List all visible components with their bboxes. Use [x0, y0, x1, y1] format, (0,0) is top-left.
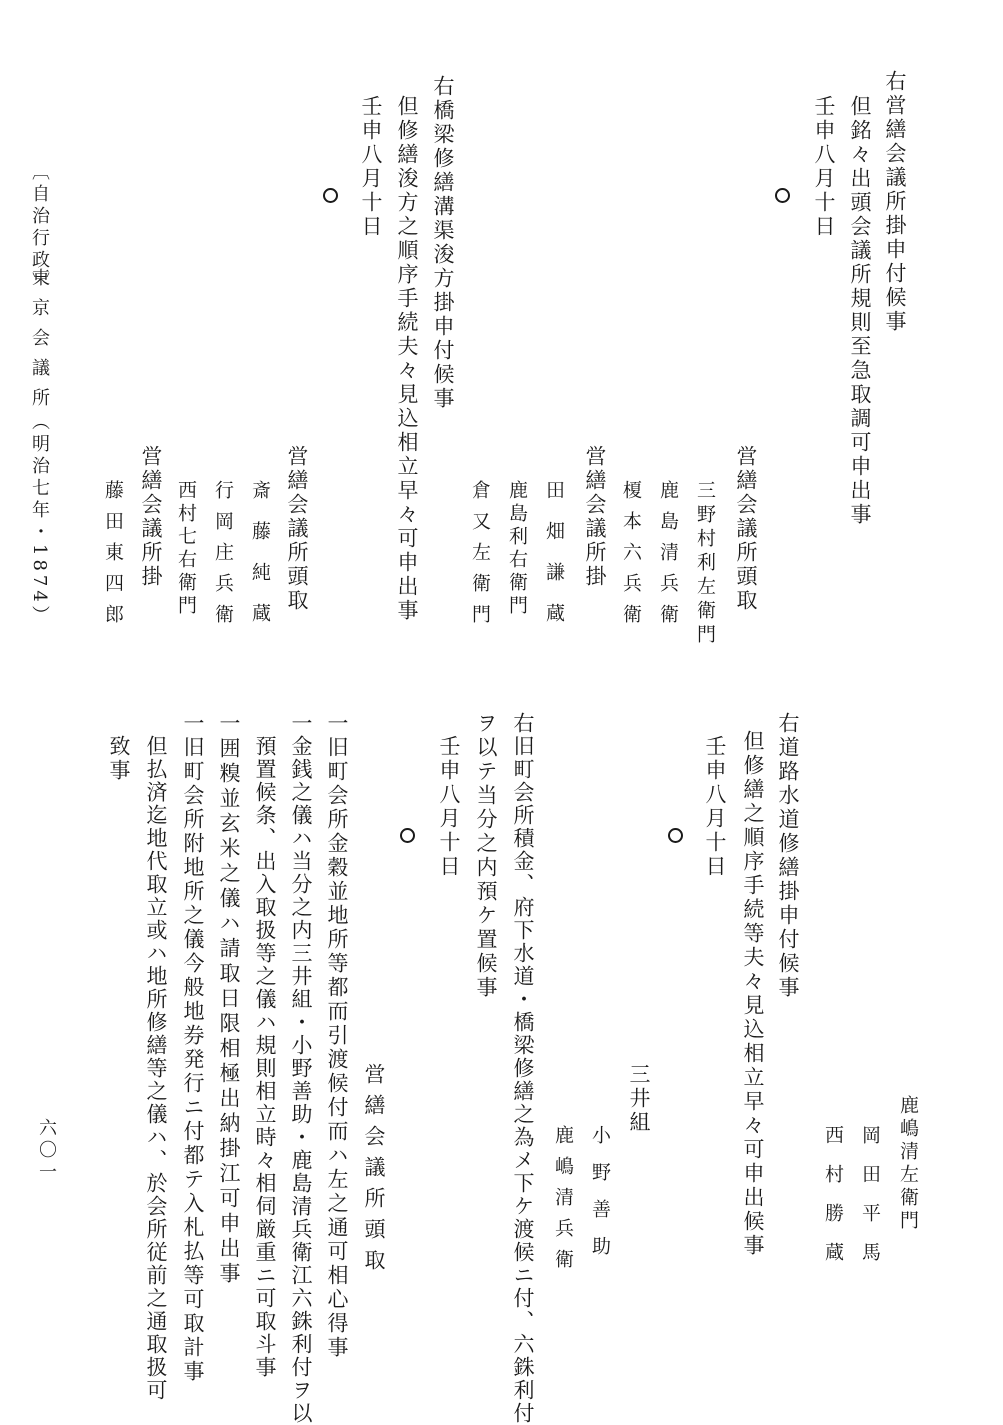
person-name: 三野村利左衛門 [694, 480, 716, 648]
order-date: 壬申八月十日 [359, 95, 383, 239]
organization-label: 東京会議所 [29, 268, 50, 418]
era-label: （明治七年・1874） [29, 412, 50, 628]
person-name: 鹿嶋清左衛門 [897, 1095, 919, 1233]
group-label: 三井組 [627, 1063, 651, 1135]
person-name: 西村七右衛門 [175, 480, 197, 618]
person-name: 行岡庄兵衛 [212, 480, 234, 635]
list-item: 一旧町会所附地所之儀今般地券発行ニ付都テ入札払等可取計事 [181, 712, 205, 1384]
list-item-note: 致事 [107, 735, 131, 783]
person-name: 鹿嶋清兵衛 [552, 1125, 574, 1280]
role-label: 営繕会議所頭取 [362, 1063, 386, 1280]
list-item: 一囲糗並玄米之儀ハ請取日限相極出納掛江可申出事 [217, 712, 241, 1287]
order-proviso: 但銘々出頭会議所規則至急取調可申出事 [848, 95, 872, 527]
person-name: 小野善助 [589, 1125, 611, 1273]
person-name: 岡田平馬 [859, 1125, 881, 1281]
role-label: 営繕会議所頭取 [285, 445, 309, 613]
order-line: 右橋梁修繕溝渠浚方掛申付候事 [431, 75, 455, 411]
separator-circle-icon [775, 188, 790, 203]
list-item-note: 但払済迄地代取立或ハ地所修繕等之儀ハ、於会所従前之通取扱可 [144, 735, 168, 1402]
person-name: 榎本六兵衛 [620, 480, 642, 635]
separator-circle-icon [323, 188, 338, 203]
role-label: 営繕会議所頭取 [734, 445, 758, 613]
person-name: 倉又左衛門 [469, 480, 491, 635]
person-name: 田畑謙蔵 [543, 480, 565, 644]
order-date: 壬申八月十日 [703, 735, 727, 879]
order-proviso: 但修繕之順序手続等夫々見込相立早々可申出候事 [741, 730, 765, 1258]
order-line: ヲ以テ当分之内預ケ置候事 [474, 712, 498, 1000]
order-line: 右道路水道修繕掛申付候事 [776, 712, 800, 1000]
person-name: 藤田東四郎 [102, 480, 124, 635]
list-item-continued: 預置候条、出入取扱等之儀ハ規則相立時々相伺厳重ニ可取斗事 [253, 735, 277, 1379]
page-number: 六〇一 [36, 1118, 57, 1184]
series-label: 〔自治行政〕 [29, 162, 50, 294]
person-name: 斎藤純蔵 [249, 480, 271, 644]
order-line: 右旧町会所積金、府下水道・橋梁修繕之為メ下ケ渡候ニ付、六銖利付 [511, 712, 535, 1425]
role-label: 営繕会議所掛 [583, 445, 607, 589]
person-name: 西村勝蔵 [822, 1125, 844, 1281]
person-name: 鹿島清兵衛 [657, 480, 679, 635]
list-item: 一旧町会所金穀並地所等都而引渡候付而ハ左之通可相心得事 [325, 712, 349, 1360]
role-label: 営繕会議所掛 [139, 445, 163, 589]
order-date: 壬申八月十日 [812, 95, 836, 239]
person-name: 鹿島利右衛門 [506, 480, 528, 618]
separator-circle-icon [400, 828, 415, 843]
separator-circle-icon [668, 828, 683, 843]
order-line: 右営繕会議所掛申付候事 [883, 70, 907, 334]
order-proviso: 但修繕浚方之順序手続夫々見込相立早々可申出事 [395, 95, 419, 623]
order-date: 壬申八月十日 [437, 735, 461, 879]
list-item: 一金銭之儀ハ当分之内三井組・小野善助・鹿島清兵衛江六銖利付ヲ以 [289, 712, 313, 1425]
